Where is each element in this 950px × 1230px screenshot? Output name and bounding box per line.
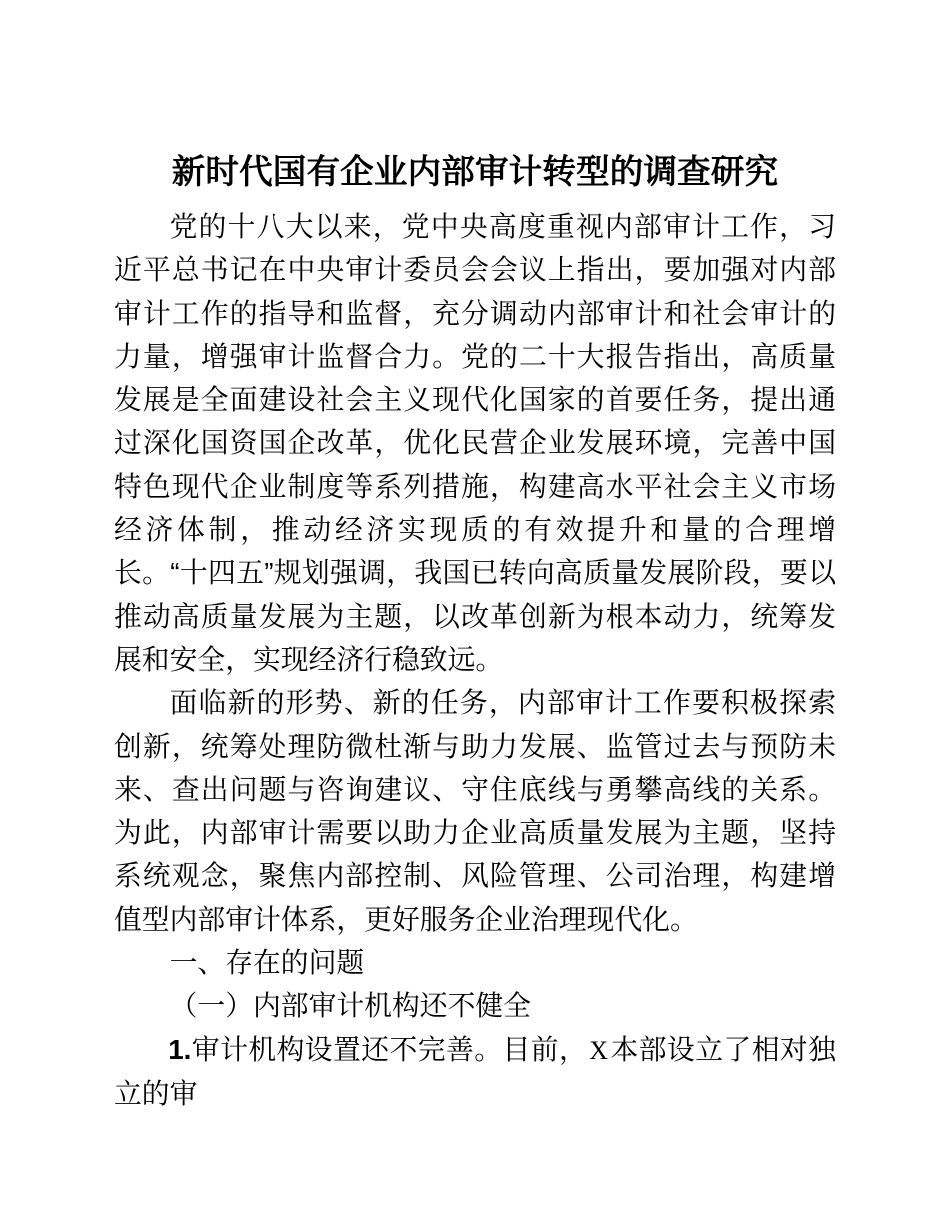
numbered-item-text-after: 本部设立了相对独立的审 xyxy=(114,1033,836,1109)
body-paragraph-2: 面临新的形势、新的任务，内部审计工作要积极探索创新，统筹处理防微杜渐与助力发展、监管过去与预防未来、查出问题与咨询建议、守住底线与勇攀高线的关系。为此，内部审计需要以助力企业高质量发展为主题，坚持系统观念，聚焦内部控制、风险管理、公司治理，构建增值型内部审计体系，更好服务企业治理现代化。 xyxy=(114,687,836,935)
numbered-item-marker: 1. xyxy=(168,1033,192,1065)
page-title: 新时代国有企业内部审计转型的调查研究 xyxy=(171,154,779,191)
numbered-item-text-before: 审计机构设置还不完善。目前， xyxy=(191,1033,588,1065)
numbered-item-1 xyxy=(114,1028,836,1116)
numbered-item-x-placeholder: X xyxy=(589,1035,609,1065)
section-heading-one: 一、存在的问题 xyxy=(169,947,365,979)
body-paragraph-1: 党的十八大以来，党中央高度重视内部审计工作，习近平总书记在中央审计委员会会议上指出，要加强对内部审计工作的指导和监督，充分调动内部审计和社会审计的力量，增强审计监督合力。党的二十大报告指出，高质量发展是全面建设社会主义现代化国家的首要任务，提出通过深化国资国企改革，优化民营企业发展环境，完善中国特色现代企业制度等系列措施，构建高水平社会主义市场经济体制，推动经济实现质的有效提升和量的合理增长。“十四五”规划强调，我国已转向高质量发展阶段，要以推动高质量发展为主题，以改革创新为根本动力，统筹发展和安全，实现经济行稳致远。 xyxy=(114,211,836,675)
subsection-heading-one-a: （一）内部审计机构还不健全 xyxy=(169,990,531,1022)
document-content xyxy=(114,150,836,1115)
